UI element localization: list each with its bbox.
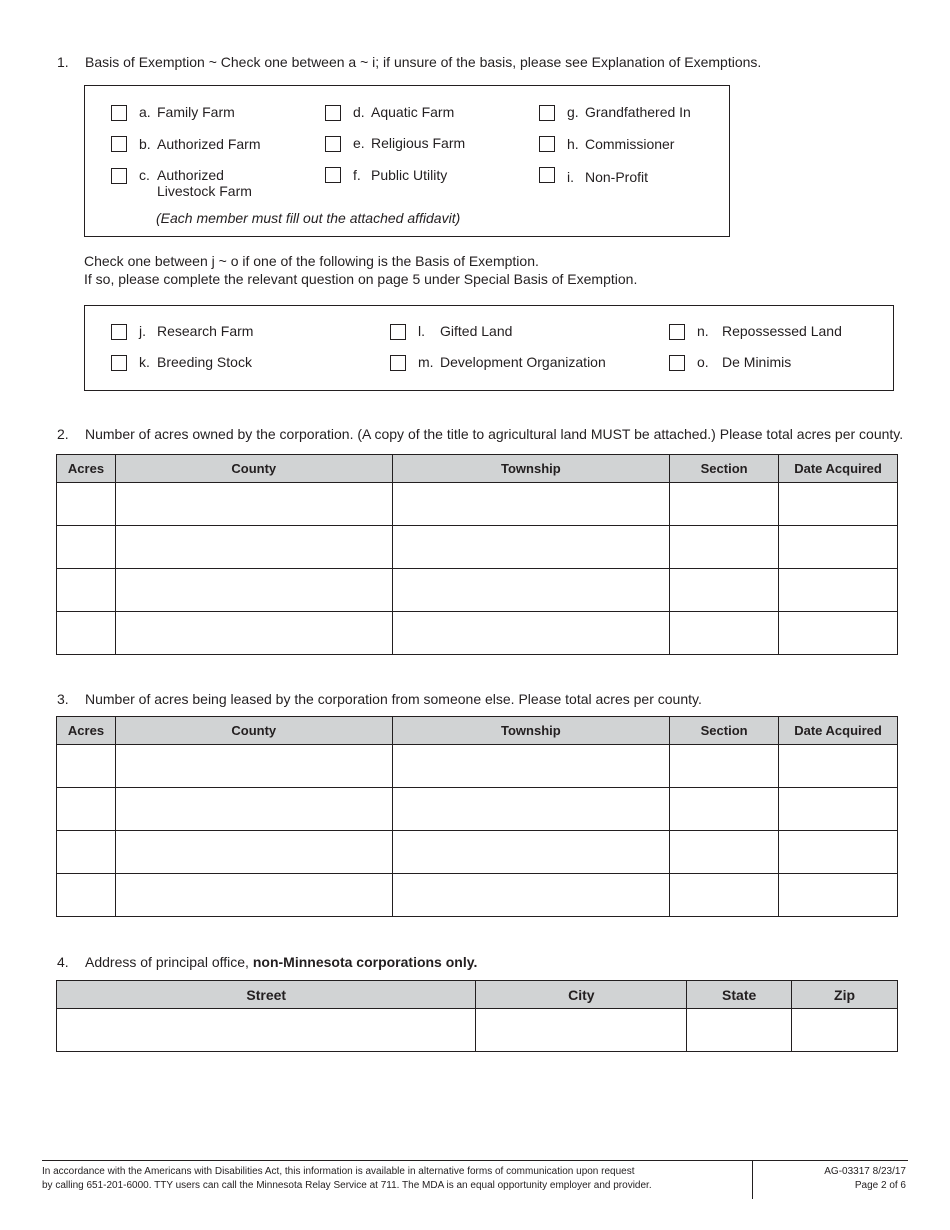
- township-cell[interactable]: [392, 788, 670, 831]
- column-header: Section: [670, 717, 779, 745]
- question-text: Number of acres being leased by the corporation from someone else. Please total acres per county.: [85, 691, 702, 707]
- table-row: [57, 569, 898, 612]
- date-acquired-cell[interactable]: [779, 745, 898, 788]
- county-cell[interactable]: [115, 788, 392, 831]
- county-cell[interactable]: [115, 745, 392, 788]
- date-acquired-cell[interactable]: [779, 788, 898, 831]
- column-header: Zip: [792, 981, 898, 1009]
- page-footer: [42, 1160, 908, 1199]
- date-acquired-cell[interactable]: [779, 831, 898, 874]
- date-acquired-cell[interactable]: [779, 569, 898, 612]
- ada-statement: [42, 1165, 652, 1193]
- form-info: [824, 1165, 906, 1193]
- section-cell[interactable]: [670, 612, 779, 655]
- county-cell[interactable]: [115, 831, 392, 874]
- checkbox-commissioner[interactable]: [539, 136, 555, 152]
- checkbox-de-minimis[interactable]: [669, 355, 685, 371]
- form-id: AG-03317 8/23/17: [824, 1166, 906, 1177]
- street-cell[interactable]: [57, 1009, 476, 1052]
- special-instructions-line2: If so, please complete the relevant question on page 5 under Special Basis of Exemption.: [84, 271, 638, 287]
- section-cell[interactable]: [670, 788, 779, 831]
- option-non-profit: i. Non-Profit: [567, 169, 649, 185]
- checkbox-aquatic-farm[interactable]: [325, 105, 341, 121]
- date-acquired-cell[interactable]: [779, 483, 898, 526]
- column-header: Township: [392, 717, 670, 745]
- table-header-row: [57, 981, 898, 1009]
- section-cell[interactable]: [670, 526, 779, 569]
- page-number: Page 2 of 6: [854, 1180, 906, 1191]
- section-cell[interactable]: [670, 483, 779, 526]
- zip-cell[interactable]: [792, 1009, 898, 1052]
- column-header: Section: [670, 455, 779, 483]
- question-text: Address of principal office, non-Minnesota corporations only.: [85, 954, 478, 970]
- table-header-row: [57, 455, 898, 483]
- option-commissioner: h. Commissioner: [567, 136, 675, 152]
- table-row: [57, 831, 898, 874]
- leased-acres-table: [56, 716, 898, 917]
- checkbox-authorized-livestock-farm[interactable]: [111, 168, 127, 184]
- column-header: City: [476, 981, 687, 1009]
- date-acquired-cell[interactable]: [779, 874, 898, 917]
- section-cell[interactable]: [670, 874, 779, 917]
- option-authorized-livestock-farm-line2: Livestock Farm: [157, 183, 252, 199]
- checkbox-public-utility[interactable]: [325, 167, 341, 183]
- table-header-row: [57, 717, 898, 745]
- acres-cell[interactable]: [57, 612, 116, 655]
- footer-divider: [752, 1161, 753, 1199]
- acres-cell[interactable]: [57, 745, 116, 788]
- column-header: Date Acquired: [779, 717, 898, 745]
- table-row: [57, 788, 898, 831]
- owned-acres-table: [56, 454, 898, 655]
- question-text-bold: non-Minnesota corporations only.: [252, 954, 478, 970]
- table-row: [57, 745, 898, 788]
- column-header: County: [115, 455, 392, 483]
- checkbox-research-farm[interactable]: [111, 324, 127, 340]
- column-header: State: [687, 981, 792, 1009]
- table-row: [57, 874, 898, 917]
- table-row: [57, 612, 898, 655]
- section-cell[interactable]: [670, 569, 779, 612]
- county-cell[interactable]: [115, 874, 392, 917]
- option-de-minimis: o. De Minimis: [697, 354, 792, 370]
- acres-cell[interactable]: [57, 569, 116, 612]
- checkbox-gifted-land[interactable]: [390, 324, 406, 340]
- principal-office-address-table: [56, 980, 898, 1052]
- township-cell[interactable]: [392, 526, 670, 569]
- checkbox-breeding-stock[interactable]: [111, 355, 127, 371]
- section-cell[interactable]: [670, 831, 779, 874]
- option-repossessed-land: n. Repossessed Land: [697, 323, 842, 339]
- affidavit-note: (Each member must fill out the attached affidavit): [156, 210, 461, 226]
- option-development-organization: m. Development Organization: [418, 354, 606, 370]
- acres-cell[interactable]: [57, 874, 116, 917]
- question-number: 1.: [57, 54, 69, 70]
- checkbox-grandfathered-in[interactable]: [539, 105, 555, 121]
- checkbox-family-farm[interactable]: [111, 105, 127, 121]
- township-cell[interactable]: [392, 831, 670, 874]
- column-header: Street: [57, 981, 476, 1009]
- checkbox-non-profit[interactable]: [539, 167, 555, 183]
- acres-cell[interactable]: [57, 483, 116, 526]
- city-cell[interactable]: [476, 1009, 687, 1052]
- question-text: Basis of Exemption ~ Check one between a ~ i; if unsure of the basis, please see Explanation of Exemptions.: [85, 54, 762, 70]
- acres-cell[interactable]: [57, 526, 116, 569]
- date-acquired-cell[interactable]: [779, 526, 898, 569]
- township-cell[interactable]: [392, 745, 670, 788]
- county-cell[interactable]: [115, 483, 392, 526]
- option-authorized-livestock-farm: c. Authorized: [139, 167, 224, 183]
- table-row: [57, 483, 898, 526]
- ada-statement-line1: In accordance with the Americans with Disabilities Act, this information is available in alternative forms of communication upon request: [42, 1166, 635, 1177]
- acres-cell[interactable]: [57, 788, 116, 831]
- column-header: Acres: [57, 717, 116, 745]
- county-cell[interactable]: [115, 526, 392, 569]
- question-number: 3.: [57, 691, 69, 707]
- table-row: [57, 1009, 898, 1052]
- township-cell[interactable]: [392, 874, 670, 917]
- column-header: Acres: [57, 455, 116, 483]
- state-cell[interactable]: [687, 1009, 792, 1052]
- column-header: Township: [392, 455, 670, 483]
- acres-cell[interactable]: [57, 831, 116, 874]
- option-religious-farm: e. Religious Farm: [353, 135, 466, 151]
- checkbox-repossessed-land[interactable]: [669, 324, 685, 340]
- special-instructions-line1: Check one between j ~ o if one of the following is the Basis of Exemption.: [84, 253, 539, 269]
- option-authorized-farm: b. Authorized Farm: [139, 136, 261, 152]
- checkbox-authorized-farm[interactable]: [111, 136, 127, 152]
- column-header: Date Acquired: [779, 455, 898, 483]
- option-family-farm: a. Family Farm: [139, 104, 235, 120]
- question-number: 2.: [57, 426, 69, 442]
- option-aquatic-farm: d. Aquatic Farm: [353, 104, 455, 120]
- option-breeding-stock: k. Breeding Stock: [139, 354, 252, 370]
- ada-statement-line2: by calling 651-201-6000. TTY users can call the Minnesota Relay Service at 711. The MDA is an equal opportunity employer and provider.: [42, 1180, 652, 1191]
- option-public-utility: f. Public Utility: [353, 167, 448, 183]
- checkbox-religious-farm[interactable]: [325, 136, 341, 152]
- township-cell[interactable]: [392, 569, 670, 612]
- option-research-farm: j. Research Farm: [139, 323, 254, 339]
- table-row: [57, 526, 898, 569]
- township-cell[interactable]: [392, 612, 670, 655]
- township-cell[interactable]: [392, 483, 670, 526]
- section-cell[interactable]: [670, 745, 779, 788]
- county-cell[interactable]: [115, 612, 392, 655]
- special-exemption-options-box: [84, 305, 894, 391]
- column-header: County: [115, 717, 392, 745]
- option-gifted-land: l. Gifted Land: [418, 323, 513, 339]
- question-text: Number of acres owned by the corporation. (A copy of the title to agricultural land MUST be attached.) Please total acres per county.: [85, 426, 904, 442]
- option-grandfathered-in: g. Grandfathered In: [567, 104, 691, 120]
- date-acquired-cell[interactable]: [779, 612, 898, 655]
- question-number: 4.: [57, 954, 69, 970]
- county-cell[interactable]: [115, 569, 392, 612]
- checkbox-development-organization[interactable]: [390, 355, 406, 371]
